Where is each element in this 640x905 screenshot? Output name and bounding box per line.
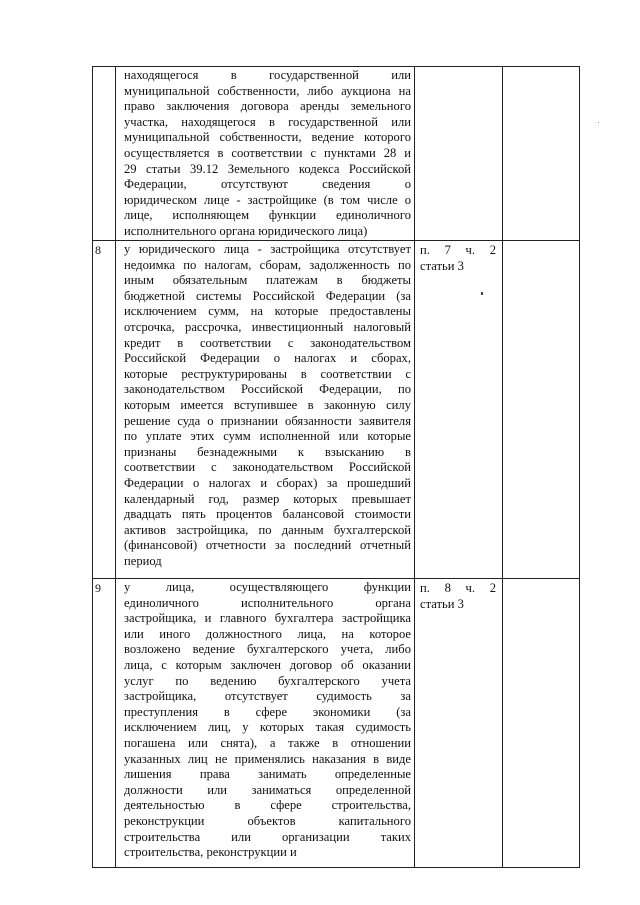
text-line: лица, с которым заключен договор об оказании bbox=[124, 657, 411, 672]
text-line: участка, находящегося в государственной или bbox=[124, 114, 411, 129]
text-line: Федерации о налогах и сборах) за прошедший bbox=[124, 475, 411, 490]
row-continuation-text bbox=[124, 68, 411, 240]
reference-line: статьи 3 bbox=[420, 258, 464, 273]
text-line: отсрочка, рассрочка, инвестиционный налоговый bbox=[124, 319, 411, 334]
reference-line: статьи 3 bbox=[420, 596, 464, 611]
text-line: осуществляется в соответствии с пунктами 28 и bbox=[124, 145, 411, 160]
column-divider-reference bbox=[414, 66, 415, 868]
column-divider-number bbox=[115, 66, 116, 868]
text-line: решение суда о признании обязанности заявителя bbox=[124, 413, 411, 428]
text-line: иным обязательным платежам в бюджеты bbox=[124, 273, 411, 288]
text-line: Федерации, отсутствуют сведения о bbox=[124, 177, 411, 192]
text-line: должности или заниматься определенной bbox=[124, 782, 411, 797]
row-divider-8 bbox=[92, 240, 580, 241]
text-line: (финансовой) отчетности за последний отчетный bbox=[124, 538, 411, 553]
text-line: находящегося в государственной или bbox=[124, 68, 411, 82]
row-8-reference bbox=[420, 243, 496, 274]
text-line: Российской Федерации о налогах и сборах, bbox=[124, 351, 411, 366]
table-border-left bbox=[92, 66, 93, 868]
table-border-top bbox=[92, 66, 580, 67]
row-9-reference bbox=[420, 581, 496, 612]
text-line: погашена или снята), а также в отношении bbox=[124, 735, 411, 750]
text-line: которым имеется вступившее в законную силу bbox=[124, 397, 411, 412]
row-number: 8 bbox=[95, 243, 101, 257]
text-line: период bbox=[124, 553, 162, 568]
text-line: муниципальной собственности, ведение которого bbox=[124, 130, 411, 145]
text-line: или иного должностного лица, на которое bbox=[124, 626, 411, 641]
text-line: бюджетной системы Российской Федерации (за bbox=[124, 288, 411, 303]
reference-line: п. 8 ч. 2 bbox=[420, 581, 496, 595]
text-line: кредит в соответствии с законодательством bbox=[124, 335, 411, 350]
text-line: застройщика, отсутствует судимость за bbox=[124, 689, 411, 704]
row-divider-9 bbox=[92, 578, 580, 579]
text-line: строительства, реконструкции и bbox=[124, 845, 297, 860]
text-line: деятельностью в сфере строительства, bbox=[124, 798, 411, 813]
text-line: законодательством Российской Федерации, по bbox=[124, 382, 411, 397]
text-line: исключением лиц, у которых такая судимость bbox=[124, 720, 411, 735]
reference-line: п. 7 ч. 2 bbox=[420, 243, 496, 257]
text-line: недоимка по налогам, сборам, задолженность по bbox=[124, 257, 411, 272]
text-line: по уплате этих сумм исполненной или которые bbox=[124, 429, 411, 444]
text-line: 29 статьи 39.12 Земельного кодекса Российской bbox=[124, 161, 411, 176]
row-8-text bbox=[124, 242, 411, 569]
text-line: которые реструктурированы в соответствии с bbox=[124, 366, 411, 381]
text-line: услуг по ведению бухгалтерского учета bbox=[124, 673, 411, 688]
text-line: единоличного исполнительного органа bbox=[124, 595, 411, 610]
text-line: преступления в сфере экономики (за bbox=[124, 704, 411, 719]
text-line: строительства или организации таких bbox=[124, 829, 411, 844]
text-line: признаны безнадежными к взысканию в bbox=[124, 444, 411, 459]
row-9-text bbox=[124, 580, 411, 861]
text-line: у лица, осуществляющего функции bbox=[124, 580, 411, 594]
text-line: указанных лиц не применялись наказания в виде bbox=[124, 751, 411, 766]
text-line: календарный год, размер которых превышает bbox=[124, 491, 411, 506]
column-divider-extra bbox=[502, 66, 503, 868]
scan-speck bbox=[481, 292, 483, 295]
text-line: реконструкции объектов капитального bbox=[124, 813, 411, 828]
text-line: застройщика, и главного бухгалтера застройщика bbox=[124, 611, 411, 626]
text-line: возложено ведение бухгалтерского учета, либо bbox=[124, 642, 411, 657]
text-line: соответствии с законодательством Российской bbox=[124, 460, 411, 475]
row-number: 9 bbox=[95, 581, 101, 595]
text-line: юридическом лице - застройщике (в том числе о bbox=[124, 192, 411, 207]
table-border-right bbox=[579, 66, 580, 868]
text-line: право заключения договора аренды земельного bbox=[124, 99, 411, 114]
text-line: муниципальной собственности, либо аукциона на bbox=[124, 83, 411, 98]
text-line: исполнительного органа юридического лица) bbox=[124, 223, 368, 238]
scan-speck bbox=[598, 122, 599, 123]
text-line: лишения права занимать определенные bbox=[124, 767, 411, 782]
text-line: двадцать пять процентов балансовой стоимости bbox=[124, 507, 411, 522]
text-line: исключением сумм, на которые предоставлены bbox=[124, 304, 411, 319]
text-line: лице, исполняющем функции единоличного bbox=[124, 208, 411, 223]
table-border-bottom bbox=[92, 867, 580, 868]
text-line: у юридического лица - застройщика отсутствует bbox=[124, 242, 411, 256]
text-line: активов застройщика, по данным бухгалтерской bbox=[124, 522, 411, 537]
